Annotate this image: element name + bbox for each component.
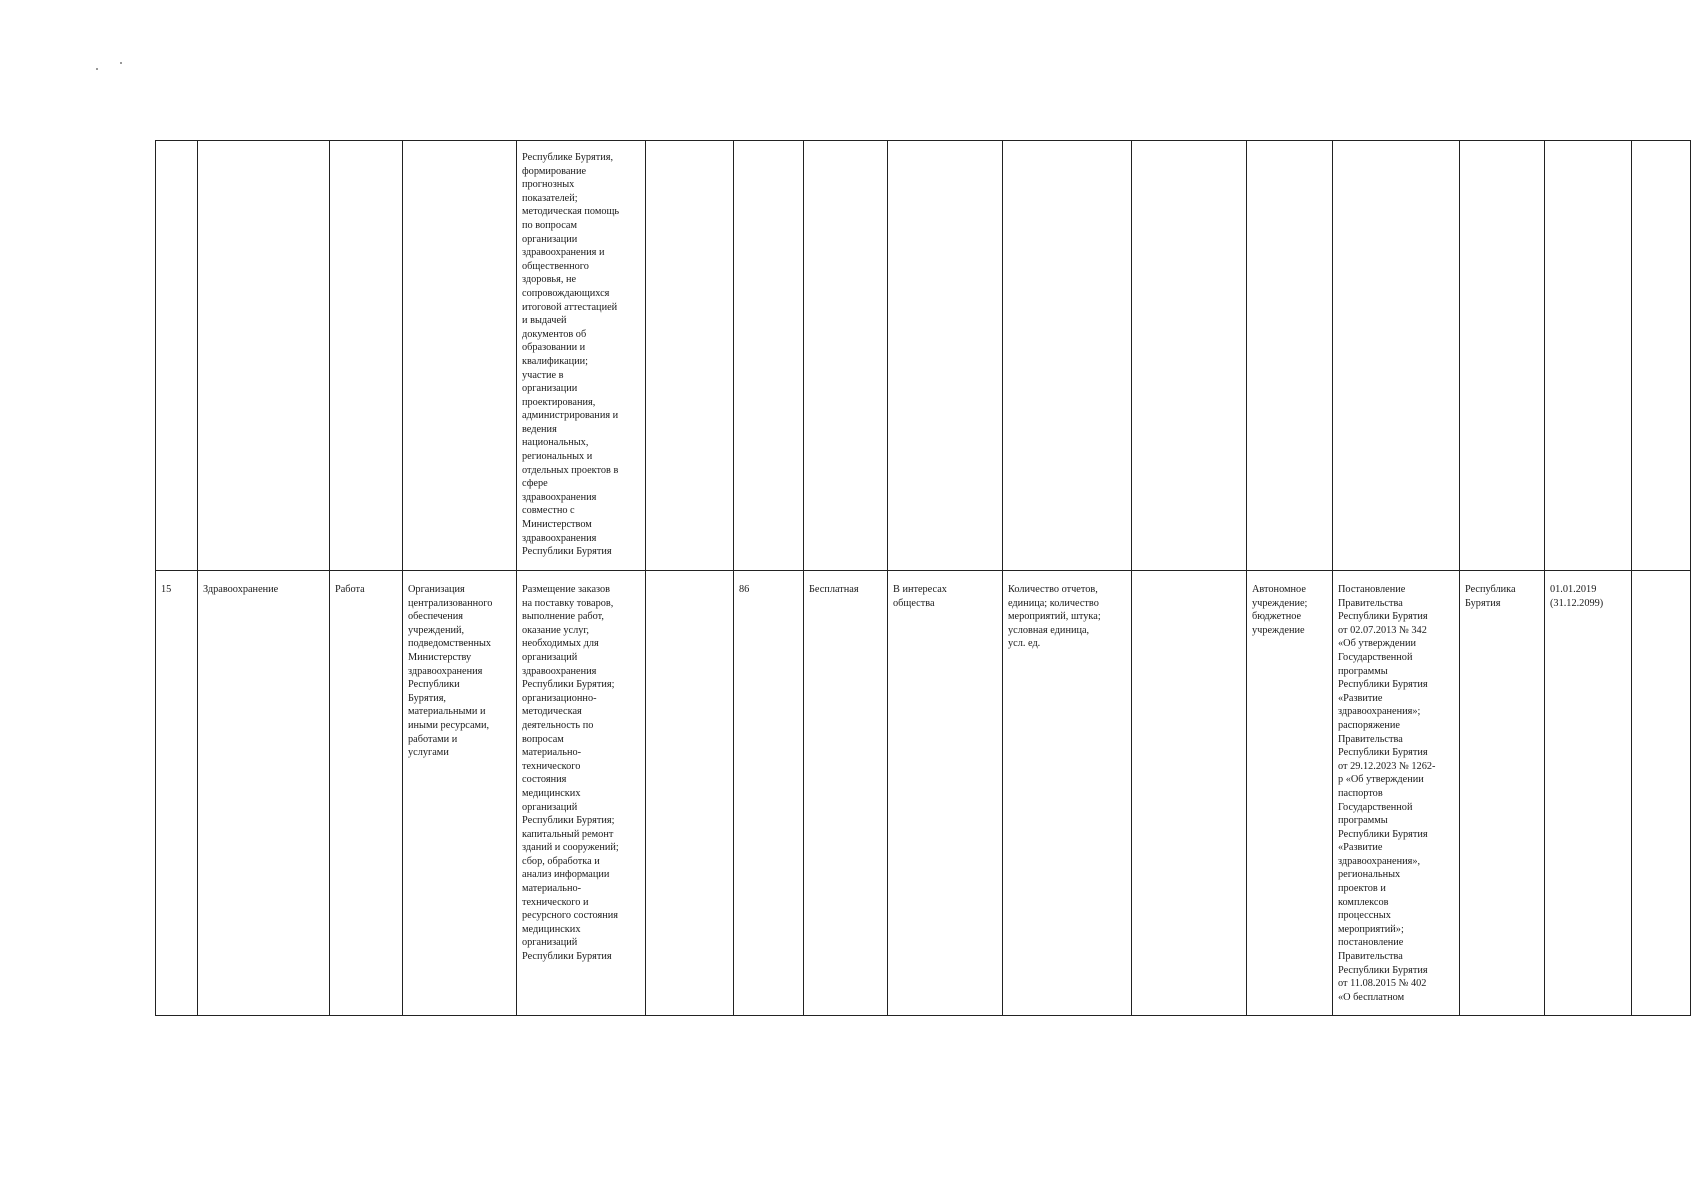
cell-field: Здравоохранение [198, 571, 330, 1016]
cell-code [734, 141, 804, 571]
cell-empty [646, 571, 734, 1016]
cell-institution-type [1247, 141, 1333, 571]
cell-indicators [1003, 141, 1132, 571]
cell-consumers [888, 141, 1003, 571]
cell-legal-basis: Постановление Правительства Республики Бурятия от 02.07.2013 № 342 «Об утверждении Государственной программы Республики Бурятия «Развитие здравоохранения»; распоряжение Правительства Республики Бурятия от 29.12.2023 № 1262- р «Об утверждении паспортов Государственной программы Республики Бурятия «Развитие здравоохранения», региональных проектов и комплексов процессных мероприятий»; постановление Правительства Республики Бурятия от 11.08.2015 № 402 «О бесплатном [1333, 571, 1460, 1016]
cell-name: Организация централизованного обеспечения учреждений, подведомственных Министерству здравоохранения Республики Бурятия, материальными и иными ресурсами, работами и услугами [403, 571, 517, 1016]
cell-indicators: Количество отчетов, единица; количество мероприятий, штука; условная единица, усл. ед. [1003, 571, 1132, 1016]
scan-speck [96, 68, 98, 70]
cell-dates [1545, 141, 1632, 571]
cell-institution-type: Автономное учреждение; бюджетное учреждение [1247, 571, 1333, 1016]
cell-content: Республике Бурятия, формирование прогнозных показателей; методическая помощь по вопросам организации здравоохранения и общественного здоровья, не сопровождающихся итоговой аттестацией и выдачей документов об образовании и квалификации; участие в организации проектирования, администрирования и ведения национальных, региональных и отдельных проектов в сфере здравоохранения совместно с Министерством здравоохранения Республики Бурятия [517, 141, 646, 571]
cell-field [198, 141, 330, 571]
cell-empty [1632, 571, 1691, 1016]
cell-payment: Бесплатная [804, 571, 888, 1016]
cell-empty [1132, 141, 1247, 571]
cell-code: 86 [734, 571, 804, 1016]
table-row [156, 571, 1691, 1016]
cell-empty [646, 141, 734, 571]
services-register-table [155, 140, 1691, 1016]
cell-legal-basis [1333, 141, 1460, 571]
cell-dates: 01.01.2019 (31.12.2099) [1545, 571, 1632, 1016]
cell-content: Размещение заказов на поставку товаров, выполнение работ, оказание услуг, необходимых для организаций здравоохранения Республики Бурятия; организационно- методическая деятельность по вопросам материально- технического состояния медицинских организаций Республики Бурятия; капитальный ремонт зданий и сооружений; сбор, обработка и анализ информации материально- технического и ресурсного состояния медицинских организаций Республики Бурятия [517, 571, 646, 1016]
cell-region [1460, 141, 1545, 571]
cell-consumers: В интересах общества [888, 571, 1003, 1016]
cell-name [403, 141, 517, 571]
cell-number [156, 141, 198, 571]
cell-empty [1132, 571, 1247, 1016]
cell-payment [804, 141, 888, 571]
cell-kind [330, 141, 403, 571]
cell-empty [1632, 141, 1691, 571]
scan-speck [120, 62, 122, 64]
cell-region: Республика Бурятия [1460, 571, 1545, 1016]
cell-kind: Работа [330, 571, 403, 1016]
table-row [156, 141, 1691, 571]
cell-number: 15 [156, 571, 198, 1016]
